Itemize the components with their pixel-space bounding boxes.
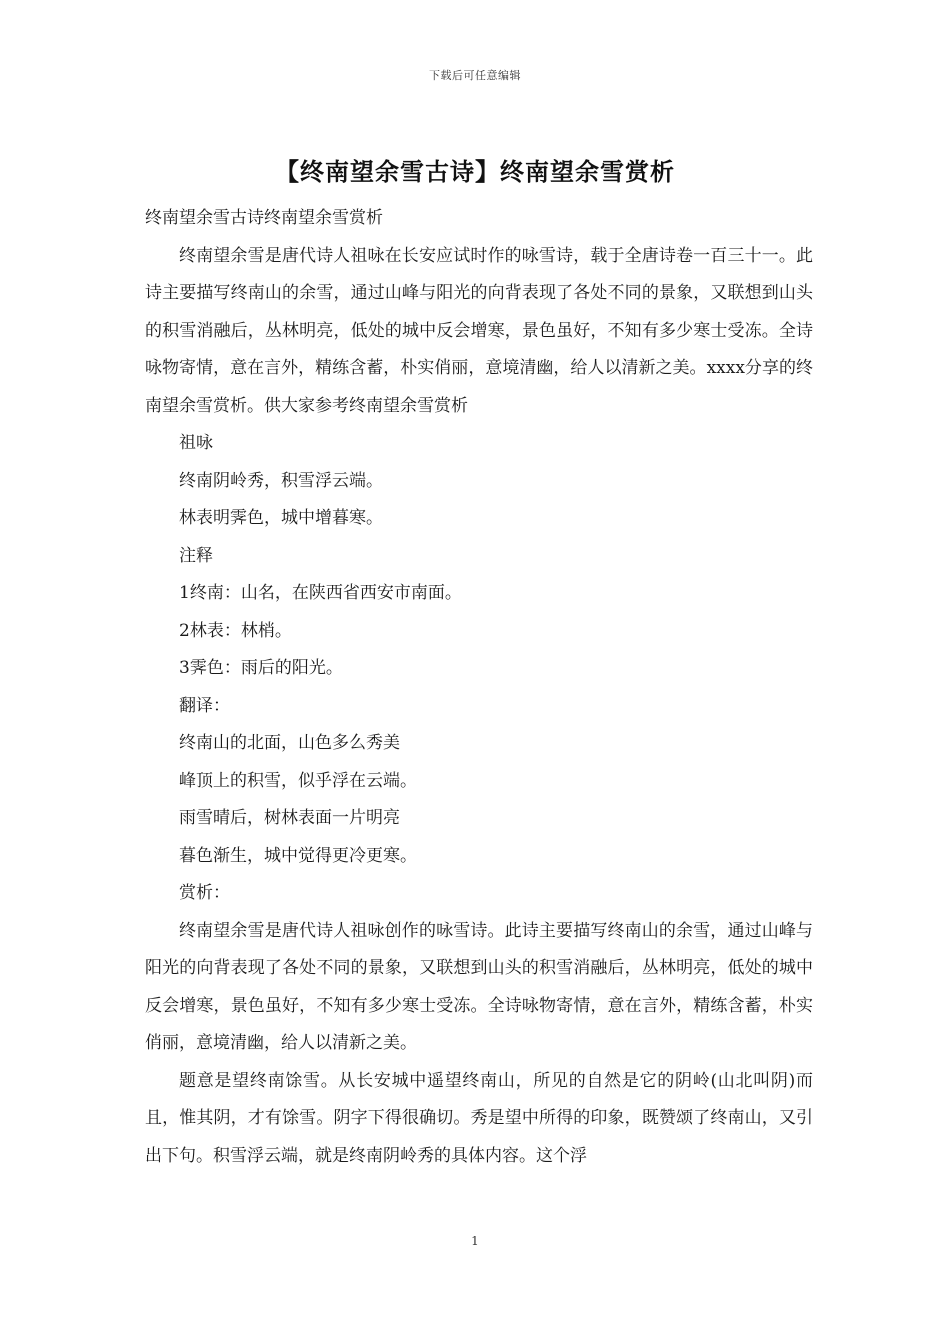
- analysis-heading: 赏析：: [179, 883, 230, 903]
- poem-author: 祖咏: [179, 433, 213, 453]
- poem-line: 终南阴岭秀，积雪浮云端。: [179, 470, 383, 491]
- poem-line: 林表明霁色，城中增暮寒。: [179, 508, 383, 528]
- translation-line: 雨雪晴后，树林表面一片明亮: [179, 808, 400, 828]
- note-item: 1终南：山名，在陕西省西安市南面。: [179, 583, 462, 603]
- notes-heading: 注释: [179, 545, 213, 566]
- translation-line: 暮色渐生，城中觉得更冷更寒。: [179, 845, 417, 866]
- translation-line: 终南山的北面，山色多么秀美: [179, 733, 400, 753]
- page-number: 1: [471, 1234, 479, 1248]
- analysis-paragraph: 题意是望终南馀雪。从长安城中遥望终南山，所见的自然是它的阴岭(山北叫阴)而且，惟其阴，才有馀雪。阴字下得很确切。秀是望中所得的印象，既赞颂了终南山，又引出下句。积雪浮云端，就是终南阴岭秀的具体内容。这个浮: [145, 1070, 813, 1166]
- translation-line: 峰顶上的积雪，似乎浮在云端。: [179, 770, 417, 791]
- note-item: 2林表：林梢。: [179, 620, 292, 641]
- document-subtitle: 终南望余雪古诗终南望余雪赏析: [145, 208, 383, 228]
- analysis-paragraph: 终南望余雪是唐代诗人祖咏创作的咏雪诗。此诗主要描写终南山的余雪，通过山峰与阳光的向背表现了各处不同的景象，又联想到山头的积雪消融后，丛林明亮，低处的城中反会增寒，景色虽好，不知有多少寒士受冻。全诗咏物寄情，意在言外，精练含蓄，朴实俏丽，意境清幽，给人以清新之美。: [145, 920, 813, 1053]
- document-title: 【终南望余雪古诗】终南望余雪赏析: [275, 157, 675, 186]
- page-header-note: 下载后可任意编辑: [429, 69, 521, 82]
- note-item: 3霁色：雨后的阳光。: [179, 658, 343, 678]
- intro-paragraph: 终南望余雪是唐代诗人祖咏在长安应试时作的咏雪诗，载于全唐诗卷一百三十一。此诗主要描写终南山的余雪，通过山峰与阳光的向背表现了各处不同的景象，又联想到山头的积雪消融后，丛林明亮，低处的城中反会增寒，景色虽好，不知有多少寒士受冻。全诗咏物寄情，意在言外，精练含蓄，朴实俏丽，意境清幽，给人以清新之美。xxxx分享的终南望余雪赏析。供大家参考终南望余雪赏析: [145, 245, 813, 416]
- document-body: [145, 200, 813, 1175]
- translation-heading: 翻译：: [179, 695, 230, 716]
